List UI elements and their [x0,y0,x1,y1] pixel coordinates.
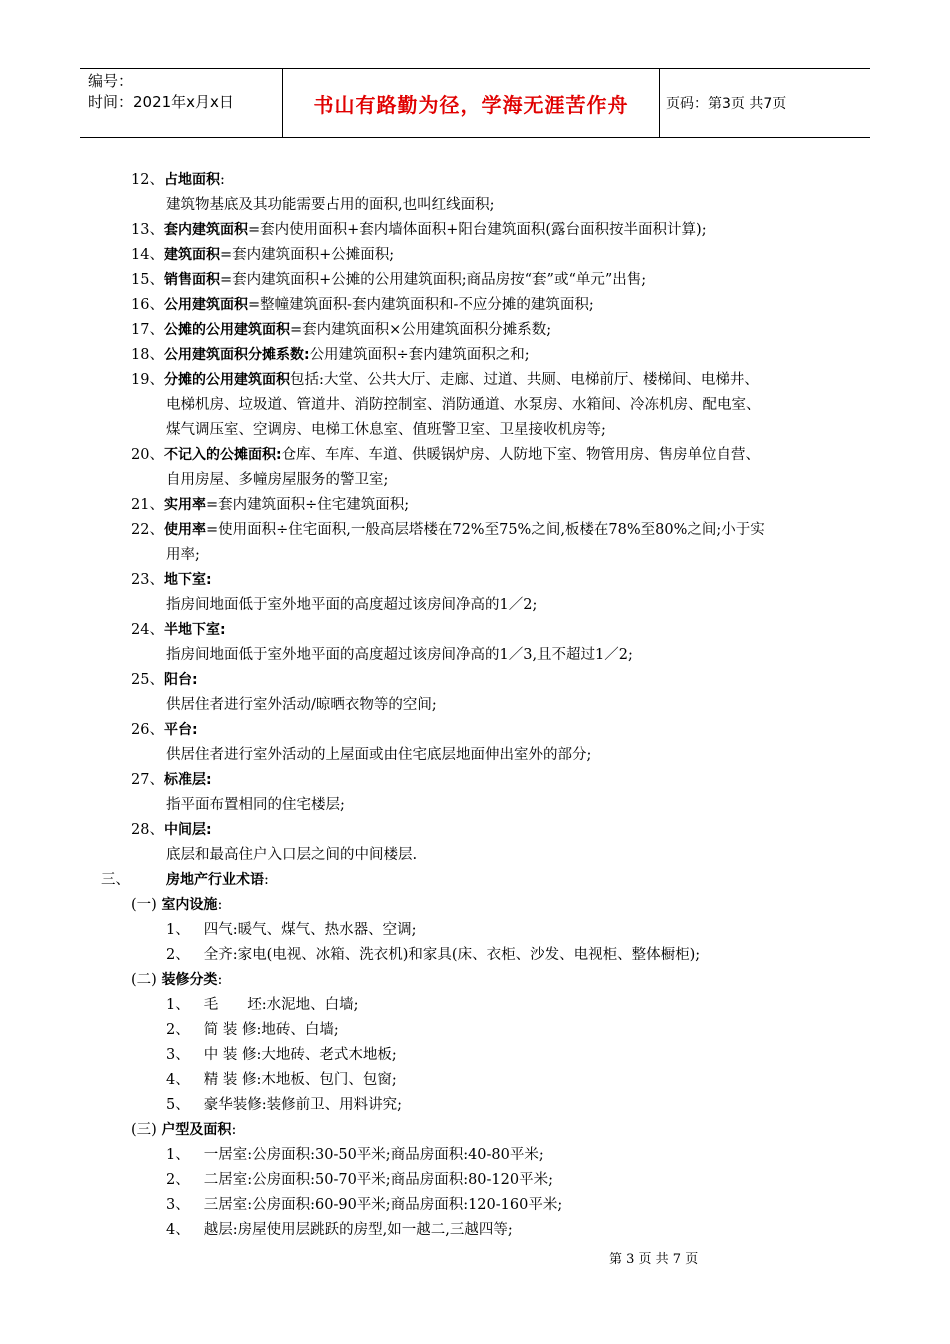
term-desc-25: 供居住者进行室外活动/晾晒衣物等的空间; [166,697,437,713]
term-item-19-line3: 煤气调压室、空调房、电梯工休息室、值班警卫室、卫星接收机房等; [166,422,606,438]
page-footer: 第 3 页 共 7 页 [609,1252,699,1267]
document-time-label: 时间：2021年x月x日 [88,93,234,111]
term-item-27: 27、标准层: [131,772,212,788]
term-item-24: 24、半地下室: [131,622,226,638]
document-number-label: 编号： [88,72,134,90]
term-item-14: 14、建筑面积=套内建筑面积+公摊面积; [131,247,395,263]
term-item-12: 12、占地面积: [131,172,225,188]
term-desc-28: 底层和最高住户入口层之间的中间楼层. [166,847,418,863]
sub2-item-5: 5、 豪华装修:装修前卫、用料讲究; [166,1097,403,1113]
term-desc-12: 建筑物基底及其功能需要占用的面积,也叫红线面积; [166,197,495,213]
page-header [80,68,870,138]
sub3-item-2: 2、 二居室:公房面积:50-70平米;商品房面积:80-120平米; [166,1172,553,1188]
header-motto: 书山有路勤为径，学海无涯苦作舟 [313,92,629,117]
term-item-18: 18、公用建筑面积分摊系数:公用建筑面积÷套内建筑面积之和; [131,347,530,363]
term-item-22: 22、使用率=使用面积÷住宅面积,一般高层塔楼在72%至75%之间,板楼在78%至80%之间;小于实 [131,522,765,538]
sub3-item-3: 3、 三居室:公房面积:60-90平米;商品房面积:120-160平米; [166,1197,563,1213]
term-item-19-line2: 电梯机房、垃圾道、管道井、消防控制室、消防通道、水泵房、水箱间、冷冻机房、配电室、 [166,397,761,413]
header-page-info: 页码：第3页 共7页 [666,96,787,112]
term-item-15: 15、销售面积=套内建筑面积+公摊的公用建筑面积;商品房按“套”或“单元”出售; [131,272,647,288]
sub3-item-4: 4、 越层:房屋使用层跳跃的房型,如一越二,三越四等; [166,1222,513,1238]
sub2-item-2: 2、 简 装 修:地砖、白墙; [166,1022,339,1038]
section-3-heading: 房地产行业术语: [166,872,269,888]
term-item-26: 26、平台: [131,722,198,738]
term-item-22-line2: 用率; [166,547,200,563]
subsection-3-heading: (三) 户型及面积: [131,1122,237,1138]
term-item-16: 16、公用建筑面积=整幢建筑面积-套内建筑面积和-不应分摊的建筑面积; [131,297,594,313]
term-item-13: 13、套内建筑面积=套内使用面积+套内墙体面积+阳台建筑面积(露台面积按半面积计算); [131,222,707,238]
header-motto-cell [282,69,660,137]
term-desc-23: 指房间地面低于室外地平面的高度超过该房间净高的1／2; [166,597,538,613]
term-item-20-line2: 自用房屋、多幢房屋服务的警卫室; [166,472,389,488]
term-item-25: 25、阳台: [131,672,198,688]
header-left [88,71,234,139]
term-desc-27: 指平面布置相同的住宅楼层; [166,797,345,813]
term-item-17: 17、公摊的公用建筑面积=套内建筑面积×公用建筑面积分摊系数; [131,322,552,338]
term-item-19: 19、分摊的公用建筑面积包括:大堂、公共大厅、走廊、过道、共厕、电梯前厅、楼梯间、电梯井、 [131,372,759,388]
sub2-item-4: 4、 精 装 修:木地板、包门、包窗; [166,1072,397,1088]
sub3-item-1: 1、 一居室:公房面积:30-50平米;商品房面积:40-80平米; [166,1147,544,1163]
sub2-item-1: 1、 毛 坯:水泥地、白墙; [166,997,359,1013]
term-item-28: 28、中间层: [131,822,212,838]
sub1-item-2: 2、 全齐:家电(电视、冰箱、洗衣机)和家具(床、衣柜、沙发、电视柜、整体橱柜); [166,947,701,963]
term-desc-24: 指房间地面低于室外地平面的高度超过该房间净高的1／3,且不超过1／2; [166,647,633,663]
term-item-21: 21、实用率=套内建筑面积÷住宅建筑面积; [131,497,410,513]
subsection-1-heading: (一) 室内设施: [131,897,223,913]
section-3-number: 三、 [101,872,130,888]
term-desc-26: 供居住者进行室外活动的上屋面或由住宅底层地面伸出室外的部分; [166,747,592,763]
term-item-20: 20、不记入的公摊面积:仓库、车库、车道、供暖锅炉房、人防地下室、物管用房、售房单位自营、 [131,447,761,463]
sub2-item-3: 3、 中 装 修:大地砖、老式木地板; [166,1047,397,1063]
sub1-item-1: 1、 四气:暖气、煤气、热水器、空调; [166,922,417,938]
term-item-23: 23、地下室: [131,572,212,588]
subsection-2-heading: (二) 装修分类: [131,972,223,988]
